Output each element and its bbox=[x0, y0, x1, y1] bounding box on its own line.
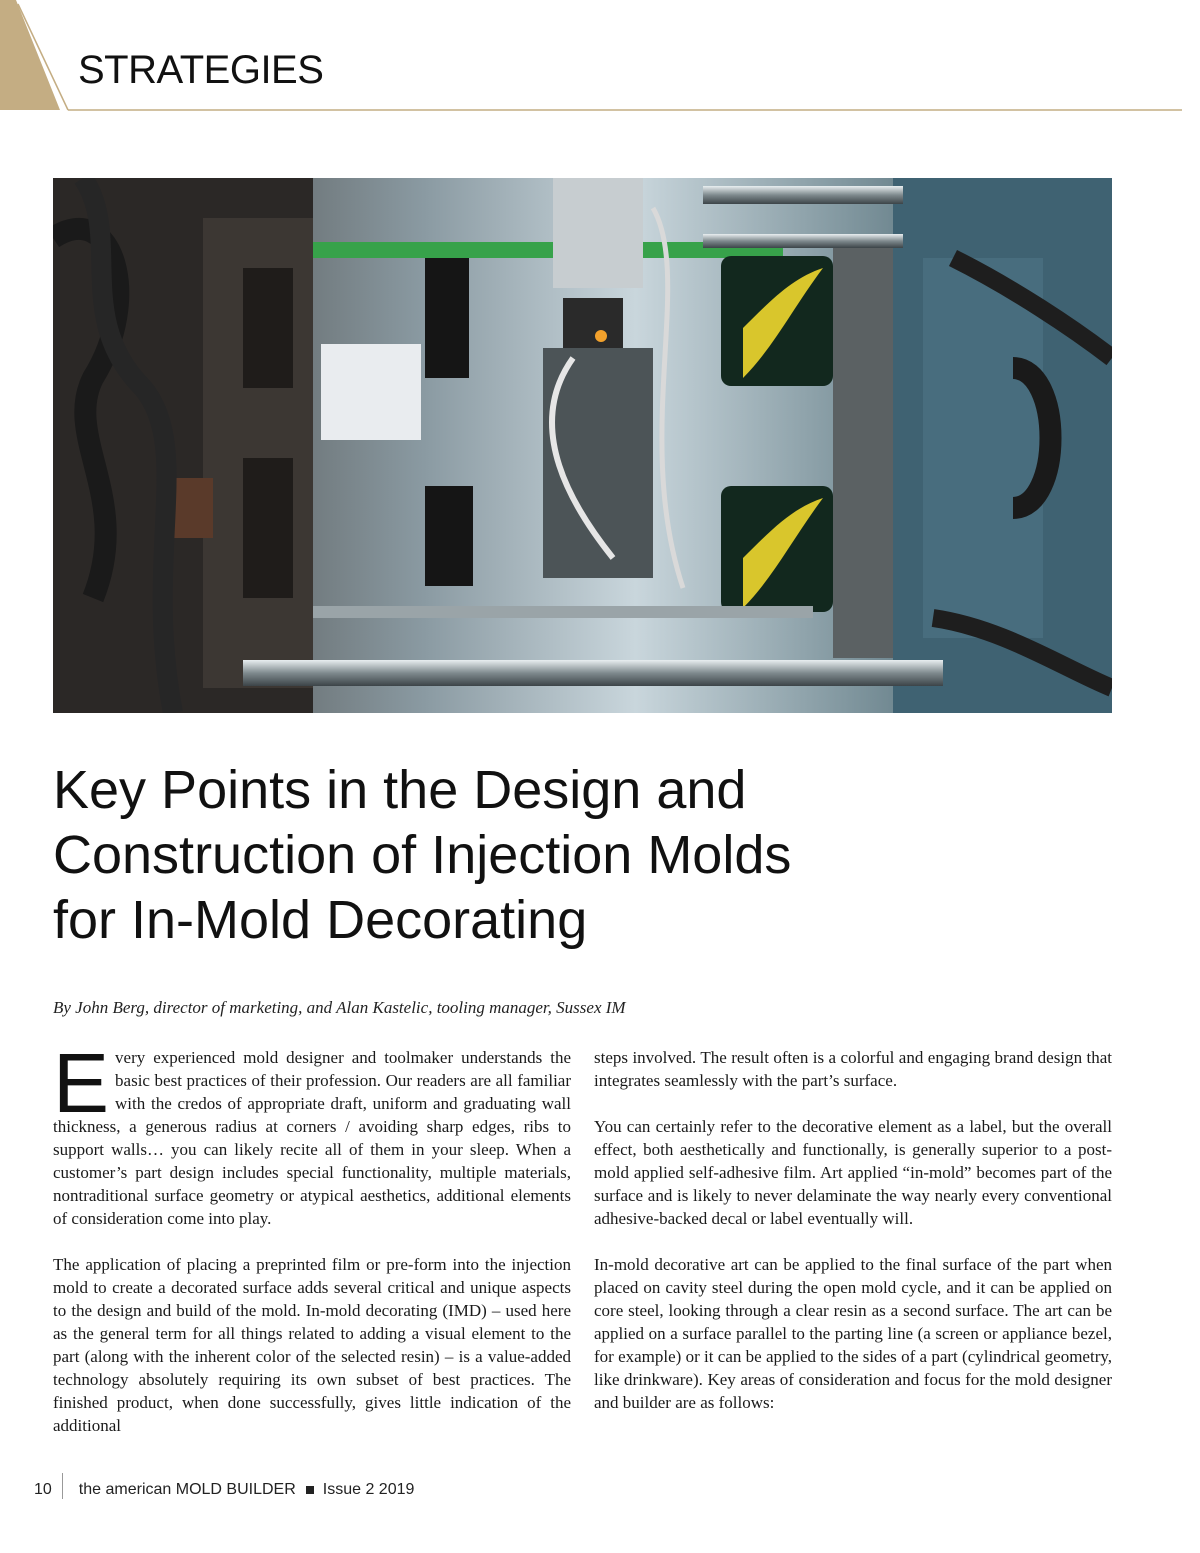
title-line: Key Points in the Design and bbox=[53, 760, 747, 820]
page-footer bbox=[34, 1481, 414, 1499]
section-title: STRATEGIES bbox=[78, 48, 324, 92]
body-column-right bbox=[594, 1046, 1112, 1414]
issue-label: Issue 2 2019 bbox=[322, 1481, 415, 1498]
injection-mold-photo bbox=[53, 178, 1112, 713]
paragraph-text: very experienced mold designer and toolmaker understands the basic best practices of their profession. Our readers are all familiar with the credos of appropriate draft, uniform and graduating wall thickness, a generous radius at corners / avoiding sharp edges, ribs to support walls… you can likely recite all of them in your sleep. When a customer’s part design includes special functionality, multiple materials, nontraditional surface geometry or atypical aesthetics, additional elements of consideration come into play. bbox=[53, 1048, 571, 1228]
page-number: 10 bbox=[34, 1481, 52, 1498]
byline: By John Berg, director of marketing, and Alan Kastelic, tooling manager, Sussex IM bbox=[53, 998, 626, 1017]
article-title bbox=[53, 758, 1133, 953]
paragraph bbox=[53, 1036, 571, 1230]
paragraph: In-mold decorative art can be applied to the final surface of the part when placed on cavity steel during the open mold cycle, and it can be applied on core steel, looking through a clear resin as a second surface. The art can be applied on a surface parallel to the parting line (a screen or appliance bezel, for example) or it can be applied to the sides of a part (cylindrical geometry, like drinkware). Key areas of consideration and focus for the mold designer and builder are as follows: bbox=[594, 1255, 1112, 1412]
footer-divider bbox=[62, 1473, 63, 1499]
paragraph: steps involved. The result often is a colorful and engaging brand design that integrates seamlessly with the part’s surface. bbox=[594, 1048, 1112, 1090]
paragraph: You can certainly refer to the decorative element as a label, but the overall effect, both aesthetically and functionally, is generally superior to a post-mold applied self-adhesive film. Art applied “in-mold” becomes part of the surface and is likely to never delaminate the way nearly every conventional adhesive-backed decal or label eventually will. bbox=[594, 1117, 1112, 1228]
title-line: Construction of Injection Molds bbox=[53, 825, 792, 885]
title-line: for In-Mold Decorating bbox=[53, 890, 588, 950]
square-bullet-icon bbox=[306, 1486, 314, 1494]
paragraph: The application of placing a preprinted film or pre-form into the injection mold to create a decorated surface adds several critical and unique aspects to the design and build of the mold. In-mold decorating (IMD) – used here as the general term for all things related to adding a visual element to the part (along with the inherent color of the selected resin) – is a value-added technology absolutely requiring its own subset of best practices. The finished product, when done successfully, gives little indication of the additional bbox=[53, 1255, 571, 1435]
drop-cap: E bbox=[53, 1036, 110, 1130]
body-column-left bbox=[53, 1036, 571, 1437]
publication-name: the american MOLD BUILDER bbox=[78, 1481, 296, 1498]
